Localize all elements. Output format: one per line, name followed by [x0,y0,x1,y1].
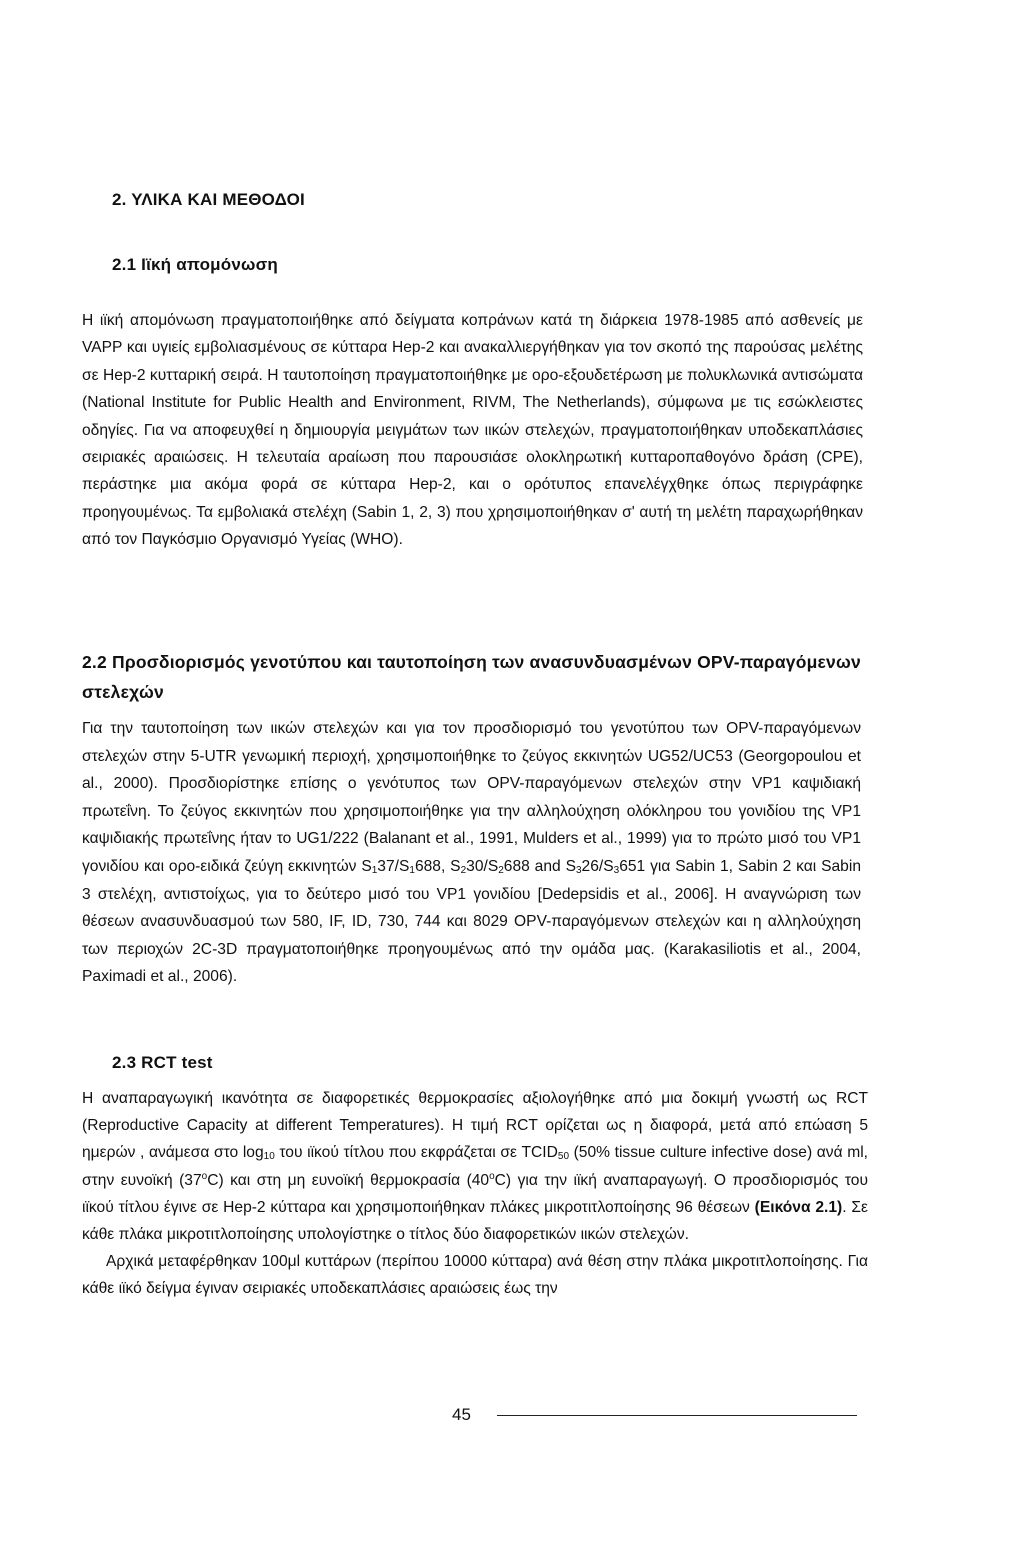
rct-text-e: C) για την ιϊκή αναπαραγωγή. Ο προσδιορισμός του ιϊκού τίτλου έγινε σε Hep-2 κύτταρα και χρησιμοποιήθηκαν πλάκες μικροτιτλοποίησης 96 θέσεων [82,1171,868,1216]
primer-5-name: $S_3$ [565,857,582,876]
page-number: 45 [452,1405,471,1424]
primer-1-name: $S_1$ [361,857,378,876]
primer-2-rest: 688, [414,857,451,875]
log-subscript: 10 [263,1151,275,1163]
figure-reference: (Εικόνα 2.1) [754,1198,843,1216]
rct-text-a: Η αναπαραγωγική ικανότητα σε διαφορετικές θερμοκρασίες αξιολογήθηκε από μια δοκιμή γνωστή ως RCT (Reproductive Capacity at different Temperatures). Η τιμή RCT ορίζεται ως η διαφορά, μετά από επώαση 5 ημερών , ανάμεσα στο log [82,1090,868,1162]
rct-text-g: Αρχικά μεταφέρθηκαν 100μl κυττάρων (περίπου 10000 κύτταρα) ανά θέση στην πλάκα μικροτιτλοποίησης. Για κάθε ιϊκό δείγμα έγιναν σειριακές υποδεκαπλάσιες αραιώσεις έως την [82,1253,868,1298]
rct-text-d: C) και στη μη ευνοϊκή θερμοκρασία (40 [207,1171,490,1189]
tcid-subscript: 50 [557,1151,570,1163]
primer-6-name: $S_3$ [603,857,620,876]
degree-symbol-1: o [201,1170,208,1182]
rct-text-c: (50% tissue culture infective dose) ανά ml, στην ευνοϊκή (37 [82,1144,868,1189]
primer-4-name: $S_2$ [487,857,504,876]
subsection-2-paragraph [82,715,861,991]
subsection-1-title: 2.1 Ιϊκή απομόνωση [112,255,278,274]
section-title: 2. ΥΛΙΚΑ ΚΑΙ ΜΕΘΟΔΟΙ [112,190,305,209]
primer-2-name: $S_1$ [398,857,415,876]
subsection-2-title: 2.2 Προσδιορισμός γενοτύπου και ταυτοποίηση των ανασυνδυασμένων OPV-παραγόμενων στελεχών [82,652,861,702]
primer-5-rest: 26/ [581,857,604,875]
subsection-3-title: 2.3 RCT test [112,1053,213,1072]
primer-4-rest: 688 and [503,857,566,875]
rct-text-f: . Σε κάθε πλάκα μικροτιτλοποίησης υπολογίστηκε ο τίτλος δύο διαφορετικών ιικών στελεχών. [82,1198,868,1244]
subsection-2-text-part-1: Για την ταυτοποίηση των ιικών στελεχών και για τον προσδιορισμό του γενοτύπου των OPV-παραγόμενων στελεχών στην 5-UTR γενωμική περιοχή, χρησιμοποιήθηκε το ζεύγος εκκινητών UG52/UC53 (Georgopoulou et al., 2000). Προσδιορίστηκε επίσης ο γενότυπος των OPV-παραγόμενων στελεχών στην VP1 καψιδιακή πρωτεΐνη. Το ζεύγος εκκινητών που χρησιμοποιήθηκε για την αλληλούχηση ολόκληρου του γονιδίου της VP1 καψιδιακής πρωτεΐνης ήταν το UG1/222 (Balanant et al., 1991, Mulders et al., 1999) για το πρώτο μισό του VP1 γονιδίου και ορο-ειδικά ζεύγη εκκινητών [82,720,861,875]
primer-3-name: $S_2$ [450,857,467,876]
subsection-3-paragraph [82,1085,868,1303]
primer-3-rest: 30/ [466,857,488,875]
subsection-2-text-part-2: 651 για Sabin 1, Sabin 2 και Sabin 3 στελέχη, αντιστοίχως, για το δεύτερο μισό του VP1 γονιδίου [Dedepsidis et al., 2006]. Η αναγνώριση των θέσεων ανασυνδυασμού των 580, IF, ID, 730, 744 και 8029 OPV-παραγόμενων στελεχών και η αλληλούχηση των περιοχών 2C-3D πραγματοποιήθηκε προηγουμένως από την ομάδα μας. (Karakasiliotis et al., 2004, Paximadi et al., 2006). [82,857,861,986]
subsection-1-paragraph: Η ιϊκή απομόνωση πραγματοποιήθηκε από δείγματα κοπράνων κατά τη διάρκεια 1978-1985 από ασθενείς με VAPP και υγιείς εμβολιασμένους σε κύτταρα Hep-2 και ανακαλλιεργήθηκαν για τον σκοπό της παρούσας μελέτης σε Hep-2 κυτταρική σειρά. Η ταυτοποίηση πραγματοποιήθηκε με ορο-εξουδετέρωση με πολυκλωνικά αντισώματα (National Institute for Public Health and Environment, RIVM, The Netherlands), σύμφωνα με τις εσώκλειστες οδηγίες. Για να αποφευχθεί η δημιουργία μειγμάτων των ιικών στελεχών, πραγματοποιήθηκαν υποδεκαπλάσιες σειριακές αραιώσεις. Η τελευταία αραίωση που παρουσιάσε ολοκληρωτική κυτταροπαθογόνο δράση (CPE), περάστηκε μια ακόμα φορά σε κύτταρα Hep-2, και ο ορότυπος επανελέγχθηκε όπως περιγράφηκε προηγουμένως. Τα εμβολιακά στελέχη (Sabin 1, 2, 3) που χρησιμοποιήθηκαν σ' αυτή τη μελέτη παραχωρήθηκαν από τον Παγκόσμιο Οργανισμό Υγείας (WHO). [82,312,863,549]
rct-text-b: του ιϊκού τίτλου που εκφράζεται σε TCID [274,1144,558,1162]
footer-rule [497,1415,857,1416]
degree-symbol-2: o [489,1170,495,1182]
primer-1 [361,858,377,875]
primer-1-rest: 37/ [377,857,399,875]
